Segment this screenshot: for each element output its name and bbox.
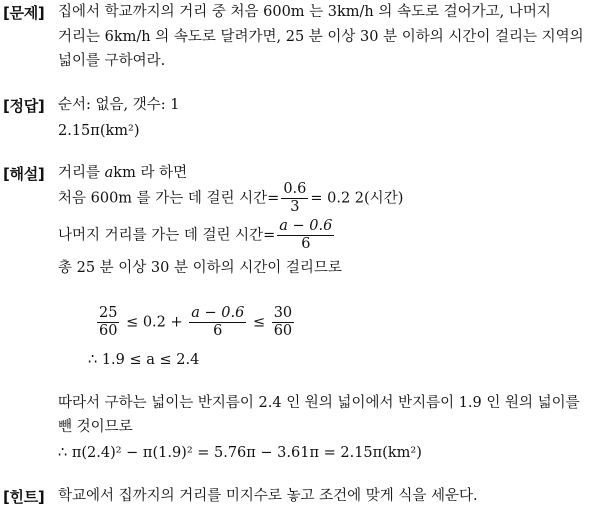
- solution-line-1: [58, 163, 187, 183]
- answer-line-1: 순서: 없음, 갯수: 1: [58, 97, 180, 113]
- inequality-result: ∴ 1.9 ≤ a ≤ 2.4: [88, 352, 200, 368]
- fraction-30-over-60: [272, 305, 294, 340]
- fraction-denominator: 6: [213, 323, 223, 339]
- problem-line-1: 집에서 학교까지의 거리 중 처음 600m 는 3km/h 의 속도로 걸어가고, 나머지: [58, 4, 551, 20]
- variable-a: a: [104, 165, 114, 181]
- solution-line-2-a: 처음 600m 를 가는 데 걸린 시간=: [58, 190, 280, 207]
- fraction-numerator: 25: [99, 305, 118, 321]
- fraction-numerator: a − 0.6: [191, 305, 245, 321]
- problem-line-3: 넓이를 구하여라.: [58, 53, 166, 69]
- fraction-numerator: 30: [273, 305, 293, 321]
- problem-line-2: 거리는 6km/h 의 속도로 달려가면, 25 분 이상 30 분 이하의 시간이 걸리는 지역의: [58, 29, 584, 45]
- solution-line-2-b: = 0.2 2(시간): [310, 190, 404, 207]
- fraction-0.6-over-3: [281, 181, 308, 216]
- fraction-denominator: 60: [273, 323, 293, 339]
- solution-line-3: [58, 218, 336, 253]
- fraction-denominator: 3: [290, 199, 300, 215]
- fraction-a-minus-0.6-over-6: [277, 218, 334, 253]
- solution-final-equation: ∴ π(2.4)² − π(1.9)² = 5.76π − 3.61π = 2.15π(km²): [58, 445, 422, 461]
- hint-line: 학교에서 집까지의 거리를 미지수로 놓고 조건에 맞게 식을 세운다.: [58, 488, 478, 504]
- inequality: [95, 305, 296, 340]
- answer-line-2: 2.15π(km²): [58, 123, 140, 139]
- answer-tag: [정답]: [3, 97, 45, 115]
- fraction-numerator: a − 0.6: [279, 218, 333, 234]
- solution-line-5: 따라서 구하는 넓이는 반지름이 2.4 인 원의 넓이에서 반지름이 1.9 인 원의 넓이를: [58, 395, 580, 411]
- problem-tag: [문제]: [3, 4, 45, 22]
- fraction-denominator: 60: [99, 323, 118, 339]
- fraction-a-minus-0.6-over-6: [189, 305, 246, 340]
- solution-line-2: [58, 181, 403, 216]
- solution-line-4: 총 25 분 이상 30 분 이하의 시간이 걸리므로: [58, 260, 342, 276]
- solution-line-1-b: km 라 하면: [113, 165, 188, 181]
- inequality-op-1: ≤ 0.2 +: [126, 314, 183, 331]
- hint-tag: [힌트]: [3, 488, 45, 506]
- solution-line-6: 뺀 것이므로: [58, 419, 133, 435]
- solution-line-3-a: 나머지 거리를 가는 데 걸린 시간=: [58, 227, 276, 244]
- solution-tag: [해설]: [3, 165, 45, 183]
- inequality-op-2: ≤: [252, 314, 266, 331]
- fraction-numerator: 0.6: [283, 181, 307, 197]
- fraction-denominator: 6: [301, 236, 311, 252]
- solution-line-1-a: 거리를: [58, 165, 101, 181]
- fraction-25-over-60: [97, 305, 119, 340]
